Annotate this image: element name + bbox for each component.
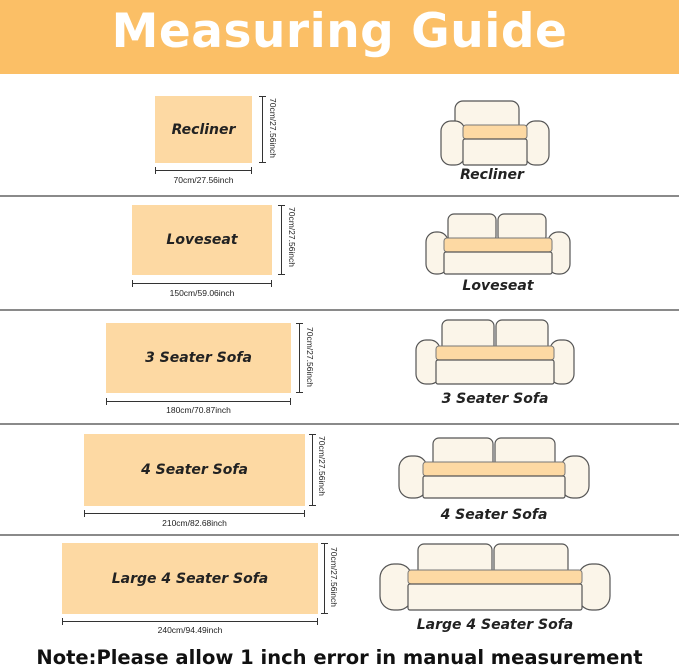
- pad-label: 4 Seater Sofa: [141, 462, 248, 478]
- pad-recliner: [155, 96, 252, 163]
- height-arrow: [299, 323, 300, 393]
- pad-large-4-seater: [62, 543, 318, 614]
- row-divider: [0, 195, 679, 197]
- height-label: 70cm/27.56inch: [287, 207, 297, 268]
- width-label: 180cm/70.87inch: [166, 405, 231, 415]
- height-label: 70cm/27.56inch: [329, 547, 339, 608]
- recliner-illustration: [439, 99, 551, 167]
- width-arrow: [132, 283, 272, 284]
- width-arrow: [84, 513, 305, 514]
- sofa-label: Large 4 Seater Sofa: [416, 617, 574, 633]
- 4-seater-sofa-illustration: [397, 436, 591, 500]
- pad-label: 3 Seater Sofa: [145, 350, 252, 366]
- height-arrow: [312, 434, 313, 506]
- sofa-label: Loveseat: [462, 278, 534, 294]
- sofa-label: 4 Seater Sofa: [440, 507, 548, 523]
- width-label: 150cm/59.06inch: [169, 288, 235, 298]
- pad-label: Large 4 Seater Sofa: [111, 570, 269, 587]
- height-arrow: [281, 205, 282, 275]
- pad-3-seater: [106, 323, 291, 393]
- footer-note: Note:Please allow 1 inch error in manual measurement: [36, 646, 643, 669]
- width-label: 210cm/82.68inch: [162, 518, 227, 528]
- loveseat-illustration: [424, 212, 572, 276]
- height-arrow: [324, 543, 325, 614]
- sofa-label: 3 Seater Sofa: [441, 391, 549, 407]
- height-label: 70cm/27.56inch: [305, 327, 315, 388]
- row-divider: [0, 534, 679, 536]
- width-label: 70cm/27.56inch: [173, 175, 234, 185]
- height-label: 70cm/27.56inch: [317, 436, 327, 497]
- page-title: Measuring Guide: [111, 4, 568, 59]
- large-4-seater-sofa-illustration: [378, 542, 612, 612]
- 3-seater-sofa-illustration: [414, 318, 576, 386]
- sofa-label: Recliner: [460, 167, 524, 183]
- pad-label: Loveseat: [166, 232, 238, 248]
- width-arrow: [62, 621, 318, 622]
- pad-label: Recliner: [171, 121, 236, 138]
- row-divider: [0, 309, 679, 311]
- row-divider: [0, 423, 679, 425]
- pad-loveseat: [132, 205, 272, 275]
- width-label: 240cm/94.49inch: [157, 625, 223, 635]
- height-arrow: [262, 96, 263, 163]
- header-banner: [0, 0, 679, 74]
- pad-4-seater: [84, 434, 305, 506]
- width-arrow: [106, 401, 291, 402]
- height-label: 70cm/27.56inch: [268, 98, 278, 159]
- width-arrow: [155, 170, 252, 171]
